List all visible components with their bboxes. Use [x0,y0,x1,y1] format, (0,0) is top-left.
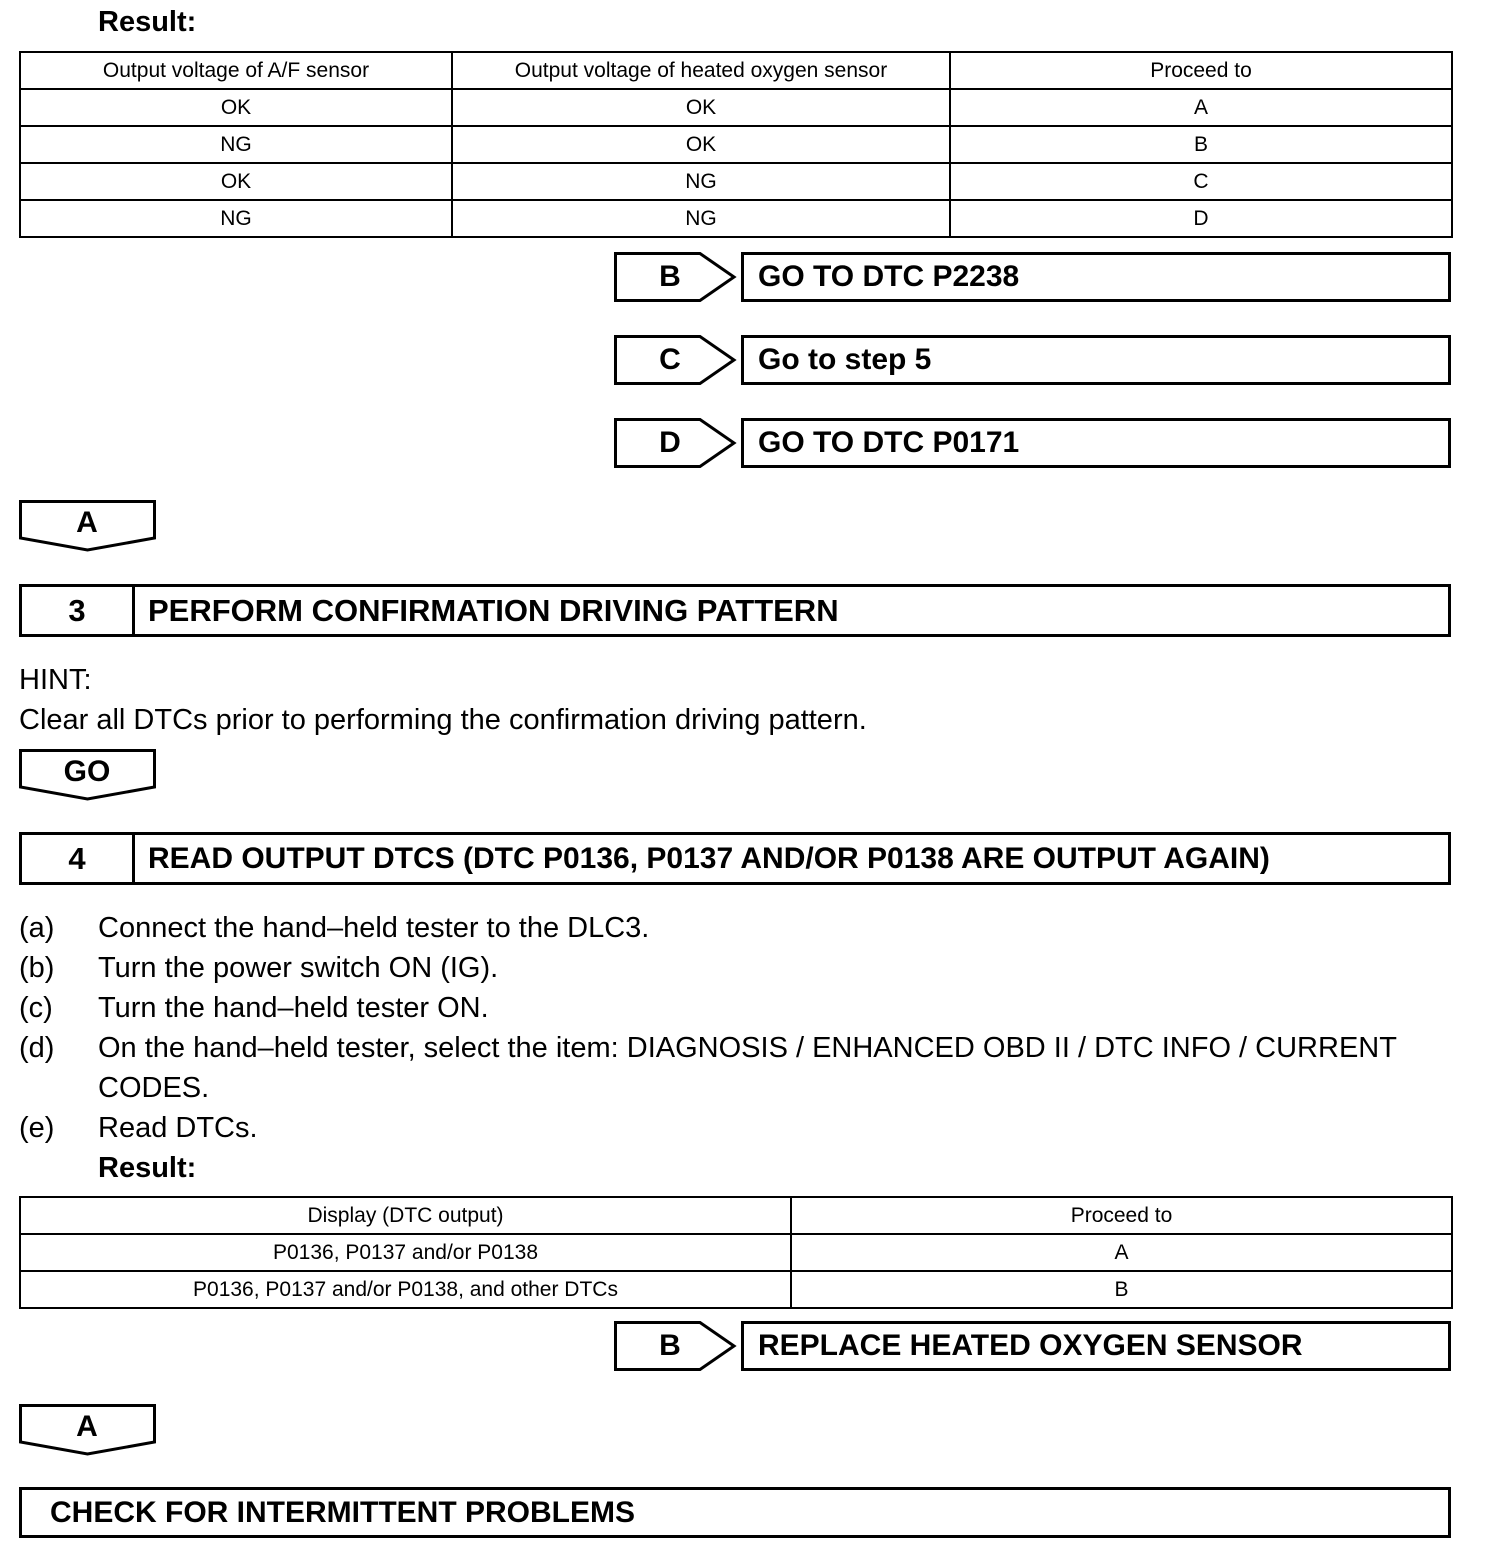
list-marker: (a) [19,912,55,944]
down-tag-label: A [76,1410,98,1443]
table-header-cell: Proceed to [791,1197,1452,1234]
list-item-continuation: CODES. [98,1072,210,1104]
table-header-cell: Output voltage of heated oxygen sensor [452,52,950,89]
list-marker: (b) [19,952,55,984]
hint-text: Clear all DTCs prior to performing the confirmation driving pattern. [19,704,867,736]
final-action-title: CHECK FOR INTERMITTENT PROBLEMS [50,1496,635,1529]
table-header-cell: Display (DTC output) [20,1197,791,1234]
table-cell: B [791,1271,1452,1308]
branch-tag-b [614,252,738,302]
table-header-cell: Output voltage of A/F sensor [20,52,452,89]
table-cell: C [950,163,1452,200]
step-title: READ OUTPUT DTCS (DTC P0136, P0137 AND/OR P0138 ARE OUTPUT AGAIN) [148,842,1270,875]
table-cell: OK [452,126,950,163]
table-cell: A [950,89,1452,126]
table-header-row [20,52,1452,89]
down-tag-a [19,500,156,552]
action-box-replace-heated-oxygen-sensor: REPLACE HEATED OXYGEN SENSOR [741,1321,1451,1371]
action-box-go-to-step-5: Go to step 5 [741,335,1451,385]
table-row [20,163,1452,200]
result-label: Result: [98,6,197,38]
table-cell: P0136, P0137 and/or P0138, and other DTCs [20,1271,791,1308]
table-cell: NG [20,200,452,237]
down-tag-label: GO [63,755,111,788]
branch-tag-d [614,418,738,468]
table-cell: B [950,126,1452,163]
list-item: Turn the hand–held tester ON. [98,992,489,1024]
result-table-dtc [19,1196,1453,1309]
result-label: Result: [98,1152,197,1184]
down-tag-go [19,749,156,801]
table-row [20,200,1452,237]
list-marker: (d) [19,1032,55,1064]
branch-tag-b [614,1321,738,1371]
table-cell: NG [20,126,452,163]
table-cell: D [950,200,1452,237]
branch-tag-c [614,335,738,385]
table-row [20,1271,1452,1308]
table-row [20,89,1452,126]
step-title: PERFORM CONFIRMATION DRIVING PATTERN [148,593,839,628]
table-cell: OK [20,89,452,126]
list-marker: (c) [19,992,53,1024]
result-table-voltage [19,51,1453,238]
branch-tag-label: D [659,426,681,459]
branch-tag-label: B [659,260,681,293]
list-item: Turn the power switch ON (IG). [98,952,499,984]
table-cell: P0136, P0137 and/or P0138 [20,1234,791,1271]
step-number: 4 [22,835,135,882]
step-3-header [19,584,1451,637]
table-cell: OK [20,163,452,200]
table-header-row [20,1197,1452,1234]
list-item: On the hand–held tester, select the item: DIAGNOSIS / ENHANCED OBD II / DTC INFO / CURRENT [98,1032,1397,1064]
table-row [20,1234,1452,1271]
table-cell: NG [452,163,950,200]
step-4-header [19,832,1451,885]
table-cell: OK [452,89,950,126]
table-header-cell: Proceed to [950,52,1452,89]
table-cell: A [791,1234,1452,1271]
final-action-box [19,1487,1451,1538]
branch-tag-label: C [659,343,681,376]
action-box-go-to-dtc-p0171: GO TO DTC P0171 [741,418,1451,468]
table-row [20,126,1452,163]
down-tag-label: A [76,506,98,539]
list-marker: (e) [19,1112,55,1144]
list-item: Read DTCs. [98,1112,258,1144]
hint-label: HINT: [19,664,92,696]
table-cell: NG [452,200,950,237]
action-box-go-to-dtc-p2238: GO TO DTC P2238 [741,252,1451,302]
branch-tag-label: B [659,1329,681,1362]
list-item: Connect the hand–held tester to the DLC3. [98,912,650,944]
step-number: 3 [22,587,135,634]
down-tag-a [19,1404,156,1456]
